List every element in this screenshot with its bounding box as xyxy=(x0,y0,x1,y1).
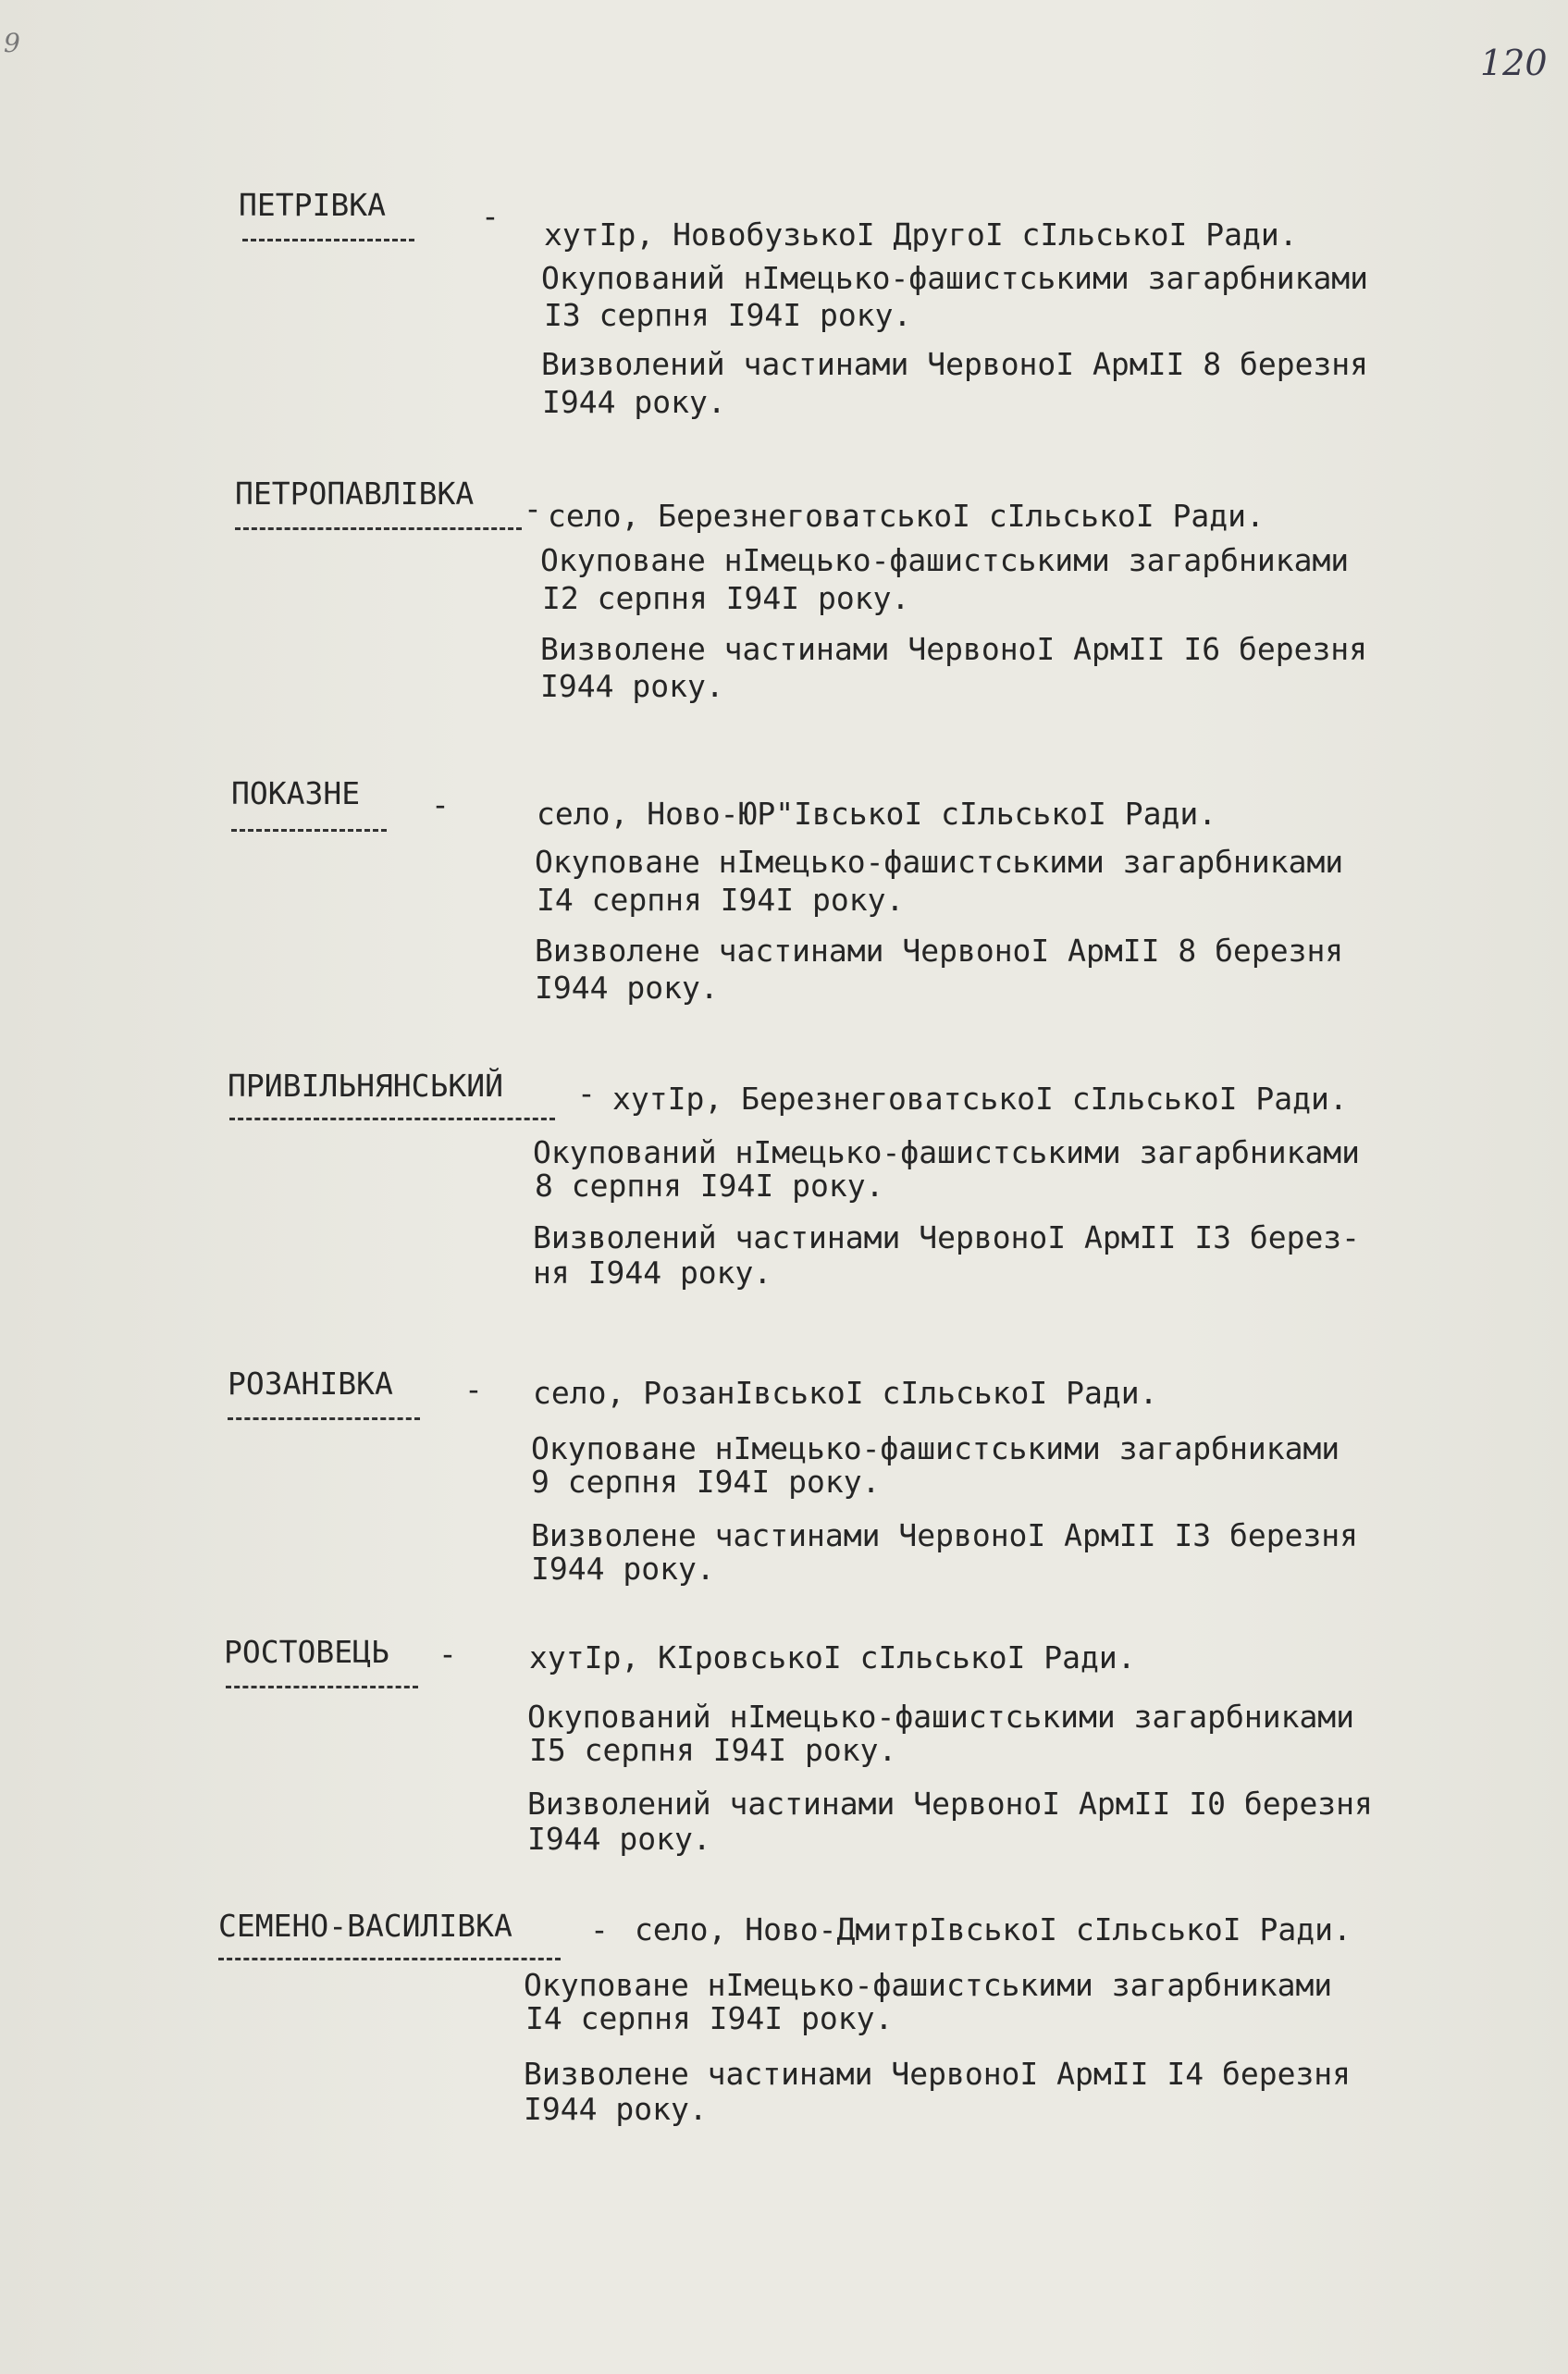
entry-name: РОСТОВЕЦЬ xyxy=(224,1634,389,1670)
occupied-line-1: Окупований нІмецько-фашистськими загарбниками xyxy=(527,1699,1355,1735)
name-underline xyxy=(231,829,387,832)
entry-type-line: село, РозанІвськоІ сІльськоІ Ради. xyxy=(533,1375,1158,1411)
occupied-line-2: 9 серпня І94І року. xyxy=(531,1464,881,1500)
occupied-line-1: Окуповане нІмецько-фашистськими загарбниками xyxy=(524,1967,1333,2003)
entry-type-line: хутІр, БерезнеговатськоІ сІльськоІ Ради. xyxy=(612,1081,1348,1117)
occupied-line-2: І4 серпня І94І року. xyxy=(525,2000,894,2036)
corner-mark: 9 xyxy=(4,28,20,58)
liberated-line-1: Визволене частинами ЧервоноІ АрмІІ І3 березня xyxy=(531,1517,1359,1553)
occupied-line-1: Окупований нІмецько-фашистськими загарбниками xyxy=(541,260,1369,296)
occupied-line-2: І4 серпня І94І року. xyxy=(537,882,905,918)
entry-dash: - xyxy=(524,490,542,526)
name-underline xyxy=(242,239,414,241)
name-underline xyxy=(218,1958,561,1960)
entry-name: РОЗАНІВКА xyxy=(228,1366,393,1402)
liberated-line-2: І944 року. xyxy=(524,2091,708,2127)
liberated-line-2: І944 року. xyxy=(535,970,719,1006)
entry-dash: - xyxy=(577,1075,596,1111)
liberated-line-1: Визволений частинами ЧервоноІ АрмІІ І3 берез- xyxy=(533,1219,1361,1255)
entry-name: СЕМЕНО-ВАСИЛІВКА xyxy=(218,1908,512,1944)
occupied-line-2: 8 серпня І94І року. xyxy=(535,1168,884,1204)
occupied-line-1: Окуповане нІмецько-фашистськими загарбниками xyxy=(531,1430,1340,1466)
liberated-line-1: Визволене частинами ЧервоноІ АрмІІ 8 березня xyxy=(535,933,1344,969)
occupied-line-1: Окупований нІмецько-фашистськими загарбниками xyxy=(533,1134,1361,1170)
entry-name: ПЕТРОПАВЛІВКА xyxy=(235,476,475,512)
entry-type-line: село, БерезнеговатськоІ сІльськоІ Ради. xyxy=(548,498,1265,534)
name-underline xyxy=(228,1417,420,1420)
name-underline xyxy=(226,1686,418,1688)
liberated-line-2: І944 року. xyxy=(542,384,726,420)
entry-type-line: село, Ново-ДмитрІвськоІ сІльськоІ Ради. xyxy=(635,1911,1352,1947)
liberated-line-1: Визволений частинами ЧервоноІ АрмІІ 8 березня xyxy=(541,346,1369,382)
liberated-line-2: ня І944 року. xyxy=(533,1255,772,1291)
entry-dash: - xyxy=(590,1911,609,1947)
page-number: 120 xyxy=(1480,43,1548,83)
name-underline xyxy=(229,1118,555,1120)
entry-type-line: хутІр, НовобузькоІ ДругоІ сІльськоІ Ради. xyxy=(544,216,1298,253)
entry-dash: - xyxy=(431,786,450,822)
entry-dash: - xyxy=(438,1636,457,1672)
entry-dash: - xyxy=(464,1371,483,1407)
liberated-line-1: Визволене частинами ЧервоноІ АрмІІ І4 березня xyxy=(524,2056,1352,2092)
entry-name: ПРИВІЛЬНЯНСЬКИЙ xyxy=(228,1068,504,1104)
liberated-line-2: І944 року. xyxy=(540,668,724,704)
liberated-line-1: Визволений частинами ЧервоноІ АрмІІ І0 березня xyxy=(527,1786,1373,1822)
name-underline xyxy=(235,527,522,530)
occupied-line-1: Окуповане нІмецько-фашистськими загарбниками xyxy=(535,844,1344,880)
entry-type-line: хутІр, КІровськоІ сІльськоІ Ради. xyxy=(529,1639,1136,1675)
entry-name: ПОКАЗНЕ xyxy=(231,775,361,811)
entry-dash: - xyxy=(481,198,500,234)
entry-name: ПЕТРІВКА xyxy=(239,187,386,223)
liberated-line-1: Визволене частинами ЧервоноІ АрмІІ І6 березня xyxy=(540,631,1368,667)
liberated-line-2: І944 року. xyxy=(531,1551,715,1587)
occupied-line-1: Окуповане нІмецько-фашистськими загарбниками xyxy=(540,542,1350,578)
occupied-line-2: І5 серпня І94І року. xyxy=(529,1732,897,1768)
occupied-line-2: І3 серпня І94І року. xyxy=(544,297,912,333)
entry-type-line: село, Ново-ЮР"ІвськоІ сІльськоІ Ради. xyxy=(537,796,1217,832)
occupied-line-2: І2 серпня І94І року. xyxy=(542,580,910,616)
liberated-line-2: І944 року. xyxy=(527,1821,711,1857)
